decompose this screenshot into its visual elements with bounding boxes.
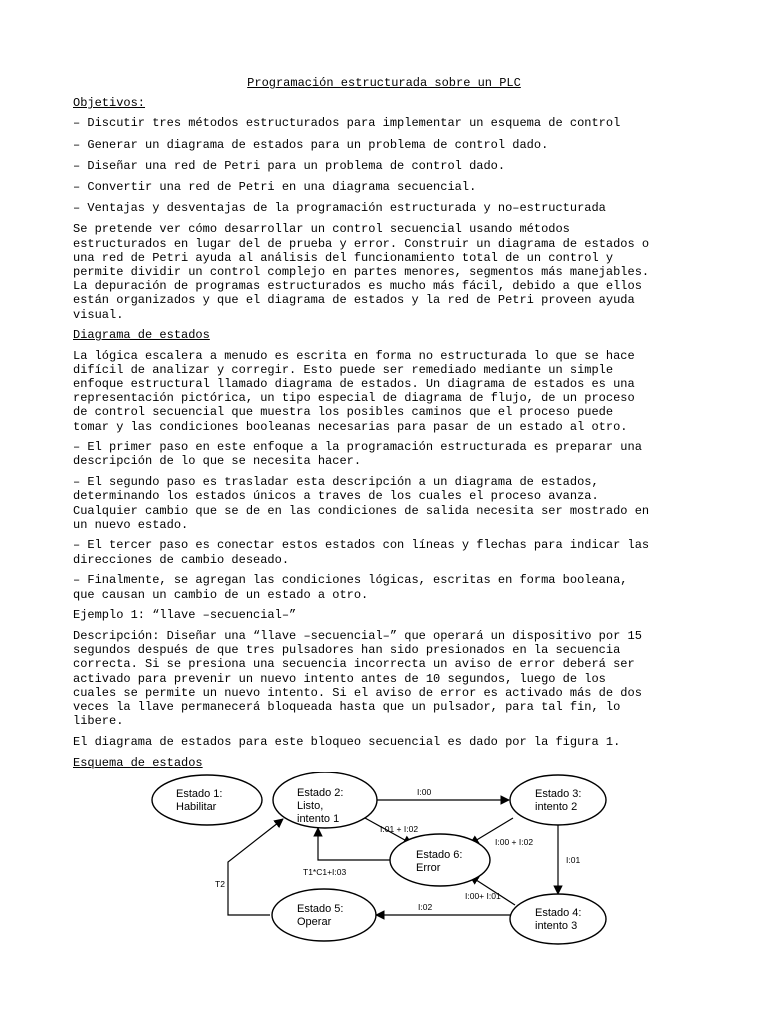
paragraph: – El primer paso en este enfoque a la programación estructurada es preparar una descripción de lo que se necesita hacer. bbox=[73, 440, 642, 469]
svg-text:intento 3: intento 3 bbox=[535, 920, 578, 932]
svg-text:Estado 1:: Estado 1: bbox=[176, 788, 223, 800]
intro-paragraph: Se pretende ver cómo desarrollar un control secuencial usando métodos estructurados en lugar del de prueba y error. Construir un diagrama de estados o una red de Petri ayuda al análisis del funcionamiento total de un control y permite dividir un control complejo en partes menores, segmentos más manejables. La depuración de programas estructurados es mucho más fácil, debido a que ellos están organizados y que el diagrama de estados y la red de Petri proveen ayuda visual. bbox=[73, 222, 650, 322]
paragraph: – Finalmente, se agregan las condiciones lógicas, escritas en forma booleana, que causan un cambio de un estado a otro. bbox=[73, 573, 628, 602]
objective-item: – Ventajas y desventajas de la programación estructurada y no–estructurada bbox=[73, 201, 606, 216]
document-page bbox=[73, 76, 695, 776]
paragraph: La lógica escalera a menudo es escrita en forma no estructurada lo que se hace difícil de analizar y corregir. Esto puede ser remediado mediante un simple enfoque estructural llamado diagrama de estados. Un diagrama de estados es una representación pictórica, un tipo especial de diagrama de flujo, de un proceso de control secuencial que muestra los posibles caminos que el proceso puede tomar y las condiciones booleanas necesarias para pasar de un estado al otro. bbox=[73, 348, 635, 434]
state-5 bbox=[272, 889, 376, 941]
svg-text:Estado 6:: Estado 6: bbox=[416, 849, 463, 861]
paragraph: – El segundo paso es trasladar esta descripción a un diagrama de estados, determinando los estados únicos a traves de los cuales el proceso avanza. Cualquier cambio que se de en las condiciones de salida necesita ser mostrado en un nuevo estado. bbox=[73, 475, 650, 532]
state-diagram-svg bbox=[140, 772, 620, 952]
svg-text:Error: Error bbox=[416, 862, 441, 874]
state-3 bbox=[510, 775, 606, 825]
svg-text:Estado 2:: Estado 2: bbox=[297, 787, 344, 799]
svg-text:Estado 4:: Estado 4: bbox=[535, 907, 582, 919]
paragraph: – El tercer paso es conectar estos estados con líneas y flechas para indicar las direcciones de cambio deseado. bbox=[73, 538, 650, 567]
scheme-heading: Esquema de estados bbox=[73, 755, 203, 770]
label-s4-s6: I:00+ I:01 bbox=[465, 891, 501, 901]
objective-item: – Discutir tres métodos estructurados para implementar un esquema de control bbox=[73, 116, 621, 131]
label-s2-s3: I:00 bbox=[417, 787, 432, 797]
objective-item: – Diseñar una red de Petri para un problema de control dado. bbox=[73, 158, 506, 173]
label-s2-s6: I:01 + I:02 bbox=[380, 824, 419, 834]
paragraph: Descripción: Diseñar una “llave –secuencial–” que operará un dispositivo por 15 segundos después de que tres pulsadores han sido presionados en la secuencia correcta. Si se presiona una secuencia incorrecta un aviso de error deberá ser activado para prevenir un nuevo intento antes de 10 segundos, luego de los cuales se permite un nuevo intento. Si el aviso de error es activado más de dos veces la llave permanecerá bloqueada hasta que un pulsador, para tal fin, lo libere. bbox=[73, 629, 642, 729]
objective-item: – Convertir una red de Petri en una diagrama secuencial. bbox=[73, 180, 477, 195]
svg-text:Estado 3:: Estado 3: bbox=[535, 788, 582, 800]
state-2 bbox=[273, 772, 377, 828]
svg-text:Estado 5:: Estado 5: bbox=[297, 903, 344, 915]
svg-text:intento 1: intento 1 bbox=[297, 813, 340, 825]
label-s5-s1: T2 bbox=[215, 879, 225, 889]
state-1 bbox=[152, 775, 262, 825]
objective-item: – Generar un diagrama de estados para un problema de control dado. bbox=[73, 137, 549, 152]
label-s4-s5: I:02 bbox=[418, 902, 433, 912]
page-title: Programación estructurada sobre un PLC bbox=[247, 76, 521, 90]
paragraph: El diagrama de estados para este bloqueo secuencial es dado por la figura 1. bbox=[73, 734, 621, 749]
svg-text:intento 2: intento 2 bbox=[535, 801, 578, 813]
state-diagram-figure bbox=[140, 772, 620, 952]
state-6 bbox=[390, 834, 490, 886]
svg-text:Habilitar: Habilitar bbox=[176, 801, 217, 813]
state-diagram-heading: Diagrama de estados bbox=[73, 328, 210, 343]
label-s3-s6: I:00 + I:02 bbox=[495, 837, 534, 847]
objectives-heading: Objetivos: bbox=[73, 96, 146, 111]
state-4 bbox=[510, 894, 606, 944]
example-title: Ejemplo 1: “llave –secuencial–” bbox=[73, 608, 297, 623]
svg-text:Operar: Operar bbox=[297, 916, 332, 928]
label-s3-s4: I:01 bbox=[566, 855, 581, 865]
svg-text:Listo,: Listo, bbox=[297, 800, 324, 812]
edge-s5-s1 bbox=[228, 819, 283, 915]
label-s6-s2: T1*C1+I:03 bbox=[303, 867, 347, 877]
